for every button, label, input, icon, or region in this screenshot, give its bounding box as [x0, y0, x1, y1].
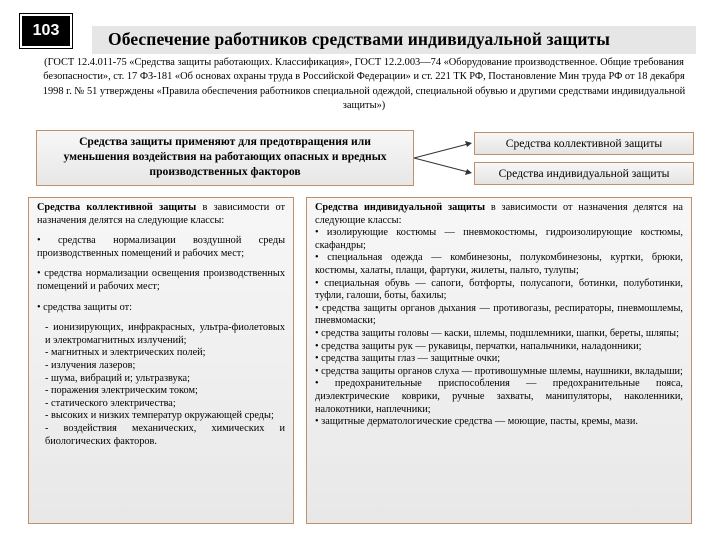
individual-item: • специальная одежда — комбинезоны, полукомбинезоны, куртки, брюки, костюмы, халаты, плащи, фартуки, жилеты, пальто, тулупы;: [315, 252, 683, 276]
arrow-to-collective: [414, 144, 468, 158]
individual-item: • средства защиты глаз — защитные очки;: [315, 353, 501, 365]
slide-number: 103: [20, 14, 72, 48]
protection-item: - ионизирующих, инфракрасных, ультра-фиолетовых и электромагнитных излучений;: [45, 322, 285, 346]
individual-item: • специальная обувь — сапоги, ботфорты, полусапоги, ботинки, полуботинки, туфли, галоши, боты, бахилы;: [315, 277, 683, 302]
arrow-head-collective: [465, 141, 472, 147]
purpose-box: Средства защиты применяют для предотвращения или уменьшения воздействия на работающих опасных и вредных производственных факторов: [36, 130, 414, 186]
protection-item: - поражения электрическим током;: [45, 385, 198, 397]
collective-item: • средства защиты от:: [37, 301, 132, 313]
individual-item: • средства защиты органов слуха — противошумные шлемы, наушники, вкладыши;: [315, 365, 683, 377]
collective-intro-bold: Средства коллективной защиты: [37, 202, 197, 213]
individual-item: • средства защиты головы — каски, шлемы, подшлемники, шапки, береты, шляпы;: [315, 327, 679, 339]
protection-item: - высоких и низких температур окружающей среды;: [45, 410, 274, 422]
individual-item: • средства защиты органов дыхания — противогазы, респираторы, пневмошлемы, пневмомаски;: [315, 302, 683, 327]
individual-item: • изолирующие костюмы — пневмокостюмы, гидроизолирующие костюмы, скафандры;: [315, 227, 683, 251]
individual-item: • средства защиты рук — рукавицы, перчатки, напальчники, наладонники;: [315, 340, 642, 352]
protection-item: - шума, вибраций и; ультразвука;: [45, 372, 190, 384]
collective-protection-panel: [28, 197, 294, 524]
protection-item: - излучения лазеров;: [45, 359, 136, 371]
individual-item: • предохранительные приспособления — предохранительные пояса, диэлектрические коврики, ручные захваты, манипуляторы, наколенники, налокотники, наплечники;: [315, 378, 683, 415]
collective-category-box: Средства коллективной защиты: [474, 132, 694, 155]
collective-item: • средства нормализации освещения производственных помещений и рабочих мест;: [37, 268, 285, 292]
collective-intro: [37, 202, 285, 227]
individual-category-box: Средства индивидуальной защиты: [474, 162, 694, 185]
legal-reference: (ГОСТ 12.4.011-75 «Средства защиты работающих. Классификация», ГОСТ 12.2.003—74 «Оборудование производственное. Общие требования безопасности», ст. 17 ФЗ-181 «Об основах охраны труда в Российской Федерации» и ст. 221 ТК РФ, Постановление Мин труда РФ от 18 декабря 1998 г. № 51 утверждены «Правила обеспечения работников специальной одеждой, специальной обувью и другими средствами индивидуальной защиты»): [42, 57, 686, 112]
individual-intro-rest: в зависимости от назначения делятся на следующие классы:: [315, 202, 683, 226]
page-title: Обеспечение работников средствами индивидуальной защиты: [108, 29, 611, 49]
arrows-diagram: [412, 134, 476, 184]
individual-intro-bold: Средства индивидуальной защиты: [315, 202, 486, 213]
collective-intro-rest: в зависимости от назначения делятся на следующие классы:: [37, 202, 285, 226]
individual-item: • защитные дерматологические средства — моющие, пасты, кремы, мази.: [315, 416, 638, 428]
protection-item: - статического электричества;: [45, 397, 176, 409]
protection-item: - магнитных и электрических полей;: [45, 347, 206, 359]
arrow-to-individual: [414, 158, 468, 172]
individual-protection-panel: [306, 197, 692, 524]
arrow-head-individual: [465, 169, 472, 175]
collective-item: • средства нормализации воздушной среды производственных помещений и рабочих мест;: [37, 235, 285, 259]
individual-intro: [315, 202, 683, 227]
protection-item: - воздействия механических, химических и биологических факторов.: [45, 422, 285, 447]
